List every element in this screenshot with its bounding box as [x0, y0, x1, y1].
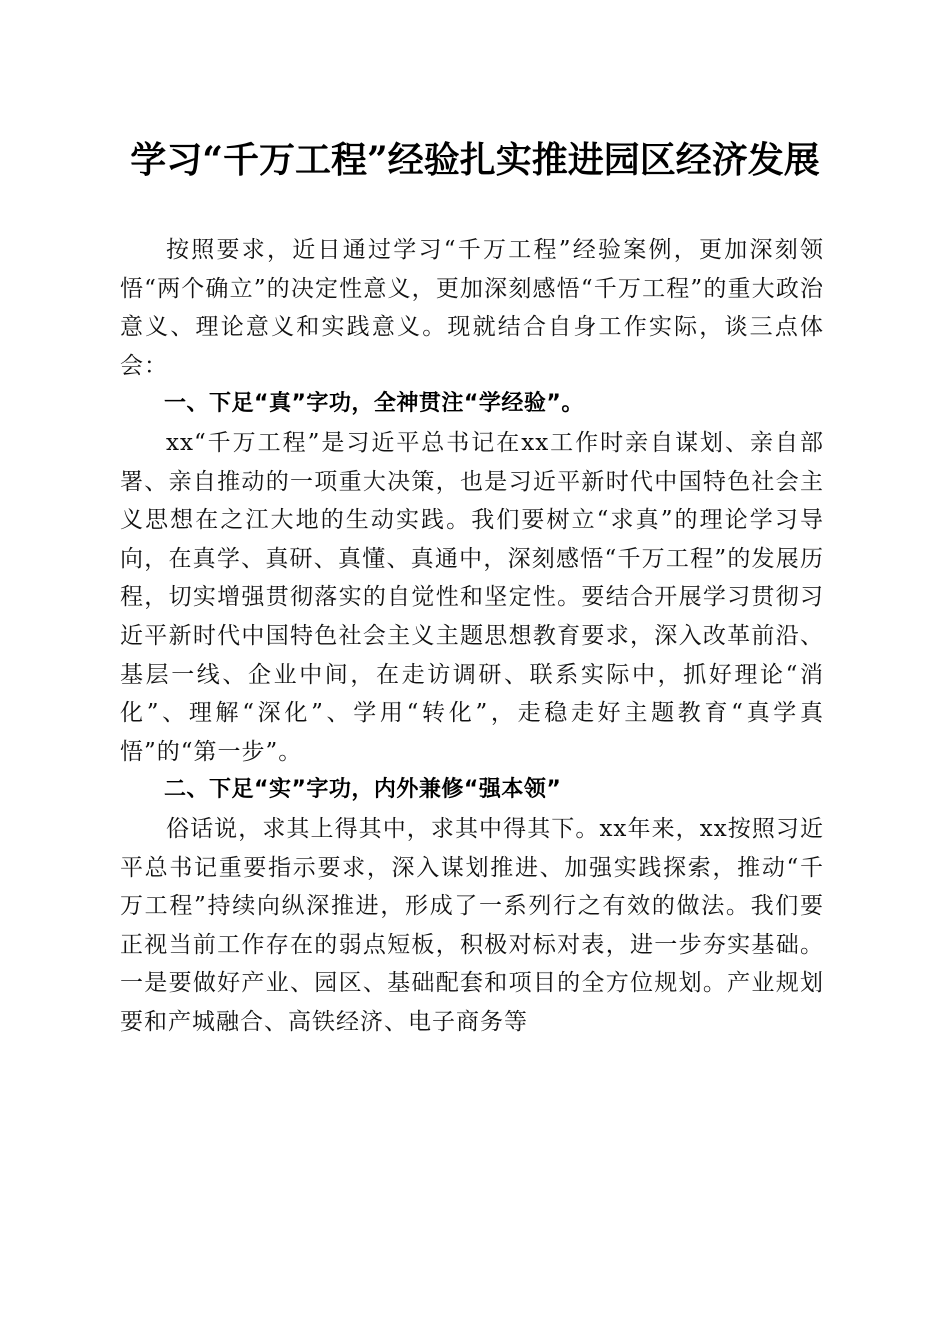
intro-paragraph: 按照要求，近日通过学习“千万工程”经验案例，更加深刻领悟“两个确立”的决定性意义，更加深刻感悟“千万工程”的重大政治意义、理论意义和实践意义。现就结合自身工作实际，谈三点体会： [120, 237, 824, 379]
section-1-paragraph: xx“千万工程”是习近平总书记在xx工作时亲自谋划、亲自部署、亲自推动的一项重大决策，也是习近平新时代中国特色社会主义思想在之江大地的生动实践。我们要树立“求真”的理论学习导向，在真学、真研、真懂、真通中，深刻感悟“千万工程”的发展历程，切实增强贯彻落实的自觉性和坚定性。要结合开展学习贯彻习近平新时代中国特色社会主义主题思想教育要求，深入改革前沿、基层一线、企业中间，在走访调研、联系实际中，抓好理论“消化”、理解“深化”、学用“转化”，走稳走好主题教育“真学真悟”的“第一步”。 [120, 429, 824, 765]
section-2-heading: 二、下足“实”字功，内外兼修“强本领” [164, 777, 562, 803]
section-1-heading: 一、下足“真”字功，全神贯注“学经验”。 [164, 391, 584, 417]
section-2-paragraph: 俗话说，求其上得其中，求其中得其下。xx年来，xx按照习近平总书记重要指示要求，深入谋划推进、加强实践探索，推动“千万工程”持续向纵深推进，形成了一系列行之有效的做法。我们要正视当前工作存在的弱点短板，积极对标对表，进一步夯实基础。一是要做好产业、园区、基础配套和项目的全方位规划。产业规划要和产城融合、高铁经济、电子商务等 [120, 815, 824, 1035]
document-body [120, 231, 824, 1041]
document-title: 学习“千万工程”经验扎实推进园区经济发展 [130, 139, 820, 181]
